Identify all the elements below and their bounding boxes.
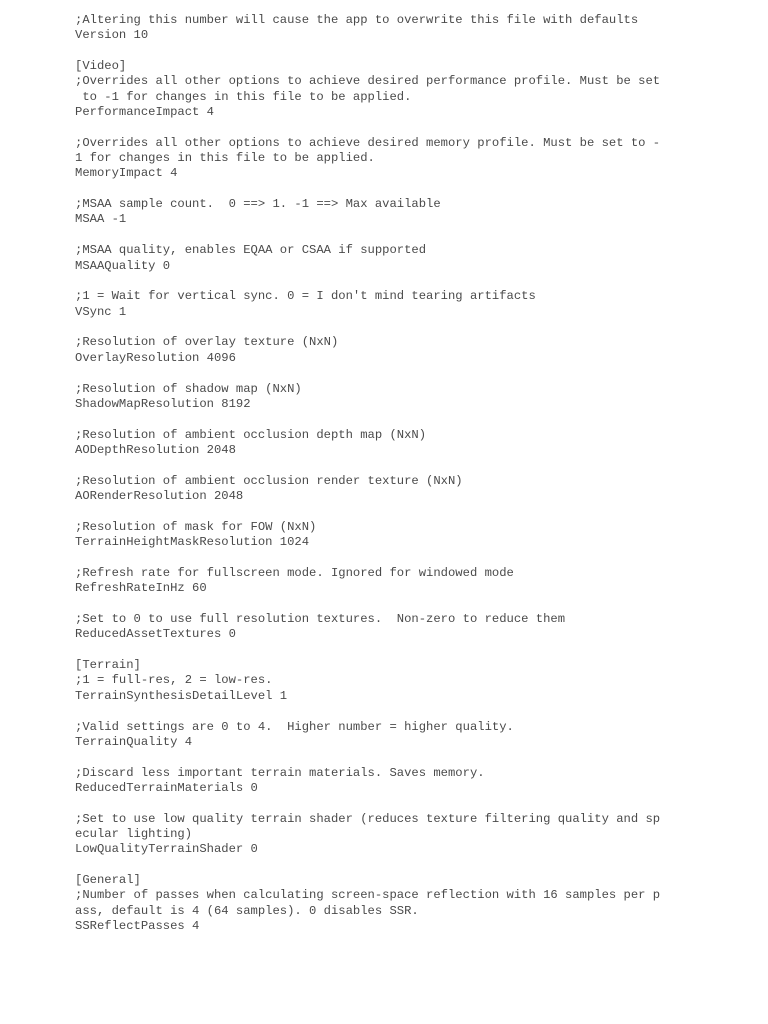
- setting-line: TerrainHeightMaskResolution 1024: [75, 535, 310, 550]
- setting-line: ReducedAssetTextures 0: [75, 627, 236, 642]
- comment-line: ;Valid settings are 0 to 4. Higher number = higher quality.: [75, 719, 514, 734]
- comment-line: ;Resolution of shadow map (NxN): [75, 381, 302, 396]
- setting-line: AODepthResolution 2048: [75, 442, 236, 457]
- comment-line: ass, default is 4 (64 samples). 0 disables SSR.: [75, 903, 419, 918]
- comment-line: ;1 = Wait for vertical sync. 0 = I don't mind tearing artifacts: [75, 289, 536, 304]
- config-block-shadow-map-resolution: [75, 382, 675, 413]
- config-block-vsync: [75, 289, 675, 320]
- config-block-memory-impact: [75, 136, 675, 182]
- config-block-refresh-rate: [75, 566, 675, 597]
- comment-line: ;Resolution of mask for FOW (NxN): [75, 519, 317, 534]
- config-block-ss-reflect-passes: [75, 873, 675, 934]
- comment-line: ;Resolution of overlay texture (NxN): [75, 335, 339, 350]
- setting-line: TerrainSynthesisDetailLevel 1: [75, 688, 288, 703]
- config-block-reduced-asset-textures: [75, 612, 675, 643]
- comment-line: ;Refresh rate for fullscreen mode. Ignored for windowed mode: [75, 565, 514, 580]
- setting-line: ReducedTerrainMaterials 0: [75, 780, 258, 795]
- setting-line: OverlayResolution 4096: [75, 350, 236, 365]
- config-block-ao-depth-resolution: [75, 428, 675, 459]
- comment-line: ;1 = full-res, 2 = low-res.: [75, 673, 273, 688]
- setting-line: RefreshRateInHz 60: [75, 581, 207, 596]
- comment-line: ;Resolution of ambient occlusion render texture (NxN): [75, 473, 463, 488]
- config-block-reduced-terrain-materials: [75, 766, 675, 797]
- config-block-version: [75, 13, 675, 44]
- section-header: [General]: [75, 873, 141, 888]
- config-block-performance-impact: [75, 59, 675, 120]
- comment-line: ;MSAA sample count. 0 ==> 1. -1 ==> Max available: [75, 197, 441, 212]
- config-file-text: [75, 13, 675, 950]
- comment-line: to -1 for changes in this file to be applied.: [75, 89, 412, 104]
- config-block-terrain-synthesis: [75, 658, 675, 704]
- setting-line: MemoryImpact 4: [75, 166, 178, 181]
- comment-line: ecular lighting): [75, 826, 193, 841]
- comment-line: ;Number of passes when calculating screen-space reflection with 16 samples per p: [75, 888, 661, 903]
- setting-line: ShadowMapResolution 8192: [75, 396, 251, 411]
- section-header: [Video]: [75, 59, 127, 74]
- config-block-ao-render-resolution: [75, 474, 675, 505]
- config-block-msaa-quality: [75, 243, 675, 274]
- comment-line: ;Resolution of ambient occlusion depth map (NxN): [75, 427, 427, 442]
- setting-line: AORenderResolution 2048: [75, 489, 244, 504]
- comment-line: 1 for changes in this file to be applied.: [75, 151, 375, 166]
- setting-line: TerrainQuality 4: [75, 734, 193, 749]
- comment-line: ;Discard less important terrain materials. Saves memory.: [75, 765, 485, 780]
- comment-line: ;Altering this number will cause the app to overwrite this file with defaults: [75, 13, 639, 27]
- setting-line: PerformanceImpact 4: [75, 104, 214, 119]
- setting-line: LowQualityTerrainShader 0: [75, 842, 258, 857]
- config-block-overlay-resolution: [75, 335, 675, 366]
- config-block-msaa: [75, 197, 675, 228]
- config-block-low-quality-terrain-shader: [75, 812, 675, 858]
- config-block-terrain-height-mask: [75, 520, 675, 551]
- comment-line: ;Overrides all other options to achieve desired performance profile. Must be set: [75, 74, 661, 89]
- comment-line: ;Set to 0 to use full resolution textures. Non-zero to reduce them: [75, 612, 566, 627]
- comment-line: ;MSAA quality, enables EQAA or CSAA if supported: [75, 243, 427, 258]
- setting-line: MSAAQuality 0: [75, 258, 171, 273]
- comment-line: ;Set to use low quality terrain shader (reduces texture filtering quality and sp: [75, 811, 661, 826]
- setting-line: MSAA -1: [75, 212, 127, 227]
- comment-line: ;Overrides all other options to achieve desired memory profile. Must be set to -: [75, 135, 661, 150]
- config-block-terrain-quality: [75, 720, 675, 751]
- setting-line: SSReflectPasses 4: [75, 918, 200, 933]
- section-header: [Terrain]: [75, 658, 141, 673]
- setting-line: VSync 1: [75, 304, 127, 319]
- setting-line: Version 10: [75, 28, 149, 43]
